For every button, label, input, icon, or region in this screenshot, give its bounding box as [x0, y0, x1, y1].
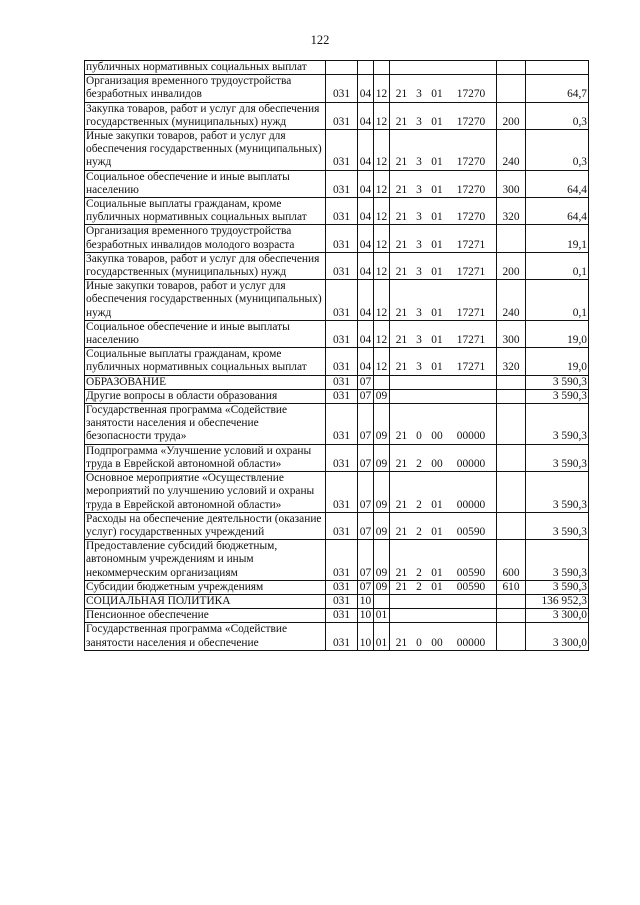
row-cs-part: 00	[431, 457, 443, 470]
row-vr-cell	[497, 472, 526, 513]
row-pr-cell	[374, 375, 390, 389]
table-row	[85, 61, 589, 75]
row-cs-part: 00000	[456, 457, 486, 470]
row-pr-cell: 09	[374, 580, 390, 594]
row-cs-part: 00	[431, 636, 443, 649]
table-row	[85, 348, 589, 375]
row-cs-part: 01	[431, 334, 443, 347]
row-name-cell: Субсидии бюджетным учреждениям	[85, 580, 326, 594]
row-cs-cell	[390, 170, 497, 197]
row-cs-cell	[390, 512, 497, 539]
row-sum-cell: 3 590,3	[526, 444, 589, 471]
row-cs-part: 01	[431, 183, 443, 196]
row-name-cell: Предоставление субсидий бюджетным, автономным учреждениям и иным некоммерческим организациям	[85, 540, 326, 581]
row-vr-cell	[497, 623, 526, 650]
table-row	[85, 623, 589, 650]
row-sum-cell: 19,0	[526, 348, 589, 375]
table-row	[85, 280, 589, 321]
row-cs-cell	[390, 404, 497, 445]
row-gr-cell: 031	[326, 580, 358, 594]
row-pr-cell: 09	[374, 389, 390, 403]
row-cs-part: 0	[416, 636, 422, 649]
row-gr-cell: 031	[326, 130, 358, 171]
row-cs-part: 21	[395, 334, 408, 347]
table-row	[85, 225, 589, 252]
row-vr-cell	[497, 444, 526, 471]
table-body	[85, 61, 589, 651]
row-cs-part: 2	[416, 580, 422, 593]
row-pr-cell: 12	[374, 280, 390, 321]
row-pr-cell: 09	[374, 404, 390, 445]
row-pr-cell: 12	[374, 102, 390, 129]
row-gr-cell: 031	[326, 102, 358, 129]
row-rz-cell: 04	[358, 75, 374, 102]
table-row	[85, 609, 589, 623]
row-sum-cell: 3 590,3	[526, 472, 589, 513]
row-cs-part: 21	[395, 88, 408, 101]
row-cs-part: 3	[416, 334, 422, 347]
row-pr-cell: 12	[374, 170, 390, 197]
row-gr-cell: 031	[326, 609, 358, 623]
row-gr-cell: 031	[326, 320, 358, 347]
row-cs-part: 17271	[456, 266, 486, 279]
row-vr-cell	[497, 594, 526, 608]
row-rz-cell: 04	[358, 130, 374, 171]
row-pr-cell: 12	[374, 348, 390, 375]
row-cs-cell	[390, 320, 497, 347]
row-cs-part: 17271	[456, 238, 486, 251]
row-sum-cell: 3 590,3	[526, 375, 589, 389]
row-pr-cell	[374, 594, 390, 608]
row-vr-cell	[497, 75, 526, 102]
row-cs-part: 21	[395, 156, 408, 169]
table-row	[85, 404, 589, 445]
row-pr-cell: 12	[374, 252, 390, 279]
row-name-cell: Государственная программа «Содействие занятости населения и обеспечение	[85, 623, 326, 650]
row-name-cell: Расходы на обеспечение деятельности (оказание услуг) государственных учреждений	[85, 512, 326, 539]
row-cs-part: 00	[431, 430, 443, 443]
row-cs-part: 01	[431, 306, 443, 319]
row-vr-cell: 300	[497, 170, 526, 197]
row-cs-part: 21	[395, 361, 408, 374]
row-rz-cell: 10	[358, 594, 374, 608]
table-row	[85, 75, 589, 102]
row-vr-cell	[497, 389, 526, 403]
row-cs-part: 17270	[456, 115, 486, 128]
table-row	[85, 375, 589, 389]
row-gr-cell	[326, 61, 358, 75]
row-pr-cell: 12	[374, 198, 390, 225]
row-vr-cell: 610	[497, 580, 526, 594]
row-pr-cell: 01	[374, 609, 390, 623]
row-sum-cell	[526, 61, 589, 75]
row-rz-cell: 07	[358, 472, 374, 513]
row-rz-cell	[358, 61, 374, 75]
row-cs-part: 21	[395, 211, 408, 224]
row-sum-cell: 3 590,3	[526, 540, 589, 581]
row-gr-cell: 031	[326, 623, 358, 650]
row-cs-cell	[390, 252, 497, 279]
row-cs-part: 01	[431, 238, 443, 251]
row-cs-cell	[390, 225, 497, 252]
row-cs-part: 01	[431, 498, 443, 511]
row-sum-cell: 3 590,3	[526, 404, 589, 445]
row-sum-cell: 3 590,3	[526, 389, 589, 403]
row-name-cell: Закупка товаров, работ и услуг для обеспечения государственных (муниципальных) нужд	[85, 252, 326, 279]
row-cs-part: 3	[416, 361, 422, 374]
table-row	[85, 252, 589, 279]
row-sum-cell: 64,7	[526, 75, 589, 102]
row-cs-part: 3	[416, 156, 422, 169]
row-gr-cell: 031	[326, 348, 358, 375]
row-cs-cell	[390, 472, 497, 513]
row-cs-part: 00590	[456, 566, 486, 579]
table-row	[85, 472, 589, 513]
row-vr-cell	[497, 609, 526, 623]
table-row	[85, 580, 589, 594]
row-gr-cell: 031	[326, 252, 358, 279]
row-cs-part: 01	[431, 88, 443, 101]
row-rz-cell: 04	[358, 102, 374, 129]
row-rz-cell: 07	[358, 540, 374, 581]
row-cs-part: 00590	[456, 525, 486, 538]
row-vr-cell: 320	[497, 198, 526, 225]
row-cs-part: 21	[395, 498, 408, 511]
row-gr-cell: 031	[326, 444, 358, 471]
row-cs-cell	[390, 130, 497, 171]
row-gr-cell: 031	[326, 404, 358, 445]
row-pr-cell	[374, 61, 390, 75]
row-vr-cell	[497, 512, 526, 539]
row-sum-cell: 64,4	[526, 198, 589, 225]
row-cs-cell	[390, 609, 497, 623]
page-number: 122	[310, 33, 330, 47]
row-cs-part: 2	[416, 457, 422, 470]
row-cs-part: 01	[431, 566, 443, 579]
row-cs-part: 00000	[456, 498, 486, 511]
row-cs-part: 2	[416, 525, 422, 538]
row-rz-cell: 04	[358, 252, 374, 279]
table-row	[85, 594, 589, 608]
row-cs-part: 01	[431, 211, 443, 224]
row-cs-part: 3	[416, 238, 422, 251]
row-cs-part: 21	[395, 238, 408, 251]
row-rz-cell: 10	[358, 609, 374, 623]
row-cs-part: 01	[431, 361, 443, 374]
row-cs-cell	[390, 375, 497, 389]
row-sum-cell: 3 300,0	[526, 609, 589, 623]
table-row	[85, 540, 589, 581]
row-cs-part: 3	[416, 306, 422, 319]
row-name-cell: Иные закупки товаров, работ и услуг для обеспечения государственных (муниципальных) нужд	[85, 130, 326, 171]
row-cs-part: 17270	[456, 156, 486, 169]
row-cs-part: 2	[416, 498, 422, 511]
row-cs-cell	[390, 61, 497, 75]
row-name-cell: Пенсионное обеспечение	[85, 609, 326, 623]
row-pr-cell: 09	[374, 512, 390, 539]
row-sum-cell: 3 590,3	[526, 580, 589, 594]
row-pr-cell: 12	[374, 225, 390, 252]
row-gr-cell: 031	[326, 512, 358, 539]
row-cs-part: 0	[416, 430, 422, 443]
row-cs-part: 00590	[456, 580, 486, 593]
row-rz-cell: 07	[358, 389, 374, 403]
row-sum-cell: 136 952,3	[526, 594, 589, 608]
row-name-cell: Закупка товаров, работ и услуг для обеспечения государственных (муниципальных) нужд	[85, 102, 326, 129]
table-row	[85, 102, 589, 129]
row-cs-cell	[390, 623, 497, 650]
row-sum-cell: 64,4	[526, 170, 589, 197]
row-cs-part: 21	[395, 430, 408, 443]
row-cs-cell	[390, 389, 497, 403]
row-gr-cell: 031	[326, 198, 358, 225]
row-name-cell: Другие вопросы в области образования	[85, 389, 326, 403]
row-name-cell: Организация временного трудоустройства безработных инвалидов	[85, 75, 326, 102]
row-rz-cell: 07	[358, 512, 374, 539]
row-cs-part: 3	[416, 266, 422, 279]
row-rz-cell: 04	[358, 225, 374, 252]
row-vr-cell	[497, 404, 526, 445]
row-sum-cell: 0,3	[526, 102, 589, 129]
row-cs-part: 21	[395, 183, 408, 196]
table-row	[85, 198, 589, 225]
table-row	[85, 170, 589, 197]
row-cs-part: 17270	[456, 211, 486, 224]
row-cs-part: 17271	[456, 334, 486, 347]
row-rz-cell: 04	[358, 348, 374, 375]
row-cs-cell	[390, 280, 497, 321]
table-row	[85, 444, 589, 471]
row-rz-cell: 04	[358, 280, 374, 321]
row-rz-cell: 07	[358, 404, 374, 445]
row-vr-cell: 200	[497, 252, 526, 279]
row-cs-cell	[390, 75, 497, 102]
row-cs-part: 01	[431, 580, 443, 593]
row-cs-part: 3	[416, 88, 422, 101]
row-gr-cell: 031	[326, 389, 358, 403]
row-cs-part: 21	[395, 580, 408, 593]
row-sum-cell: 0,1	[526, 252, 589, 279]
row-cs-part: 01	[431, 525, 443, 538]
row-rz-cell: 07	[358, 580, 374, 594]
row-cs-part: 01	[431, 266, 443, 279]
row-name-cell: Иные закупки товаров, работ и услуг для обеспечения государственных (муниципальных) нужд	[85, 280, 326, 321]
row-cs-cell	[390, 444, 497, 471]
row-rz-cell: 04	[358, 170, 374, 197]
row-name-cell: Социальное обеспечение и иные выплаты населению	[85, 320, 326, 347]
row-cs-part: 17271	[456, 361, 486, 374]
row-gr-cell: 031	[326, 225, 358, 252]
row-rz-cell: 07	[358, 444, 374, 471]
row-gr-cell: 031	[326, 170, 358, 197]
row-sum-cell: 0,1	[526, 280, 589, 321]
row-vr-cell: 200	[497, 102, 526, 129]
row-cs-part: 21	[395, 566, 408, 579]
row-cs-part: 17270	[456, 88, 486, 101]
row-rz-cell: 04	[358, 320, 374, 347]
row-cs-part: 21	[395, 636, 408, 649]
row-cs-part: 21	[395, 525, 408, 538]
row-sum-cell: 3 300,0	[526, 623, 589, 650]
row-sum-cell: 19,1	[526, 225, 589, 252]
row-pr-cell: 12	[374, 75, 390, 102]
row-cs-part: 17271	[456, 306, 486, 319]
row-cs-part: 21	[395, 115, 408, 128]
row-cs-part: 01	[431, 115, 443, 128]
row-cs-cell	[390, 540, 497, 581]
row-cs-part: 21	[395, 457, 408, 470]
row-gr-cell: 031	[326, 540, 358, 581]
row-gr-cell: 031	[326, 75, 358, 102]
row-pr-cell: 12	[374, 130, 390, 171]
row-vr-cell: 600	[497, 540, 526, 581]
row-vr-cell: 240	[497, 130, 526, 171]
row-pr-cell: 09	[374, 472, 390, 513]
row-cs-part: 3	[416, 183, 422, 196]
row-cs-part: 21	[395, 306, 408, 319]
row-gr-cell: 031	[326, 375, 358, 389]
row-pr-cell: 09	[374, 540, 390, 581]
row-gr-cell: 031	[326, 472, 358, 513]
row-pr-cell: 09	[374, 444, 390, 471]
row-rz-cell: 04	[358, 198, 374, 225]
row-cs-part: 00000	[456, 636, 486, 649]
row-name-cell: Подпрограмма «Улучшение условий и охраны труда в Еврейской автономной области»	[85, 444, 326, 471]
row-cs-part: 21	[395, 266, 408, 279]
row-name-cell: Организация временного трудоустройства безработных инвалидов молодого возраста	[85, 225, 326, 252]
row-name-cell: Социальное обеспечение и иные выплаты населению	[85, 170, 326, 197]
table-row	[85, 320, 589, 347]
table-row	[85, 512, 589, 539]
row-sum-cell: 0,3	[526, 130, 589, 171]
row-name-cell: СОЦИАЛЬНАЯ ПОЛИТИКА	[85, 594, 326, 608]
row-vr-cell	[497, 61, 526, 75]
row-vr-cell: 320	[497, 348, 526, 375]
row-cs-part: 3	[416, 115, 422, 128]
row-pr-cell: 12	[374, 320, 390, 347]
row-pr-cell: 01	[374, 623, 390, 650]
table-row	[85, 130, 589, 171]
row-name-cell: ОБРАЗОВАНИЕ	[85, 375, 326, 389]
row-cs-cell	[390, 348, 497, 375]
row-cs-cell	[390, 594, 497, 608]
row-cs-part: 00000	[456, 430, 486, 443]
row-gr-cell: 031	[326, 280, 358, 321]
row-rz-cell: 10	[358, 623, 374, 650]
row-vr-cell: 240	[497, 280, 526, 321]
row-gr-cell: 031	[326, 594, 358, 608]
row-cs-part: 17270	[456, 183, 486, 196]
row-sum-cell: 3 590,3	[526, 512, 589, 539]
row-cs-cell	[390, 580, 497, 594]
row-name-cell: Социальные выплаты гражданам, кроме публичных нормативных социальных выплат	[85, 348, 326, 375]
row-cs-part: 01	[431, 156, 443, 169]
row-rz-cell: 07	[358, 375, 374, 389]
row-cs-cell	[390, 198, 497, 225]
row-name-cell: Государственная программа «Содействие занятости населения и обеспечение безопасности труда»	[85, 404, 326, 445]
row-vr-cell	[497, 225, 526, 252]
budget-table	[84, 60, 589, 651]
row-vr-cell: 300	[497, 320, 526, 347]
row-cs-cell	[390, 102, 497, 129]
table-row	[85, 389, 589, 403]
row-name-cell: Социальные выплаты гражданам, кроме публичных нормативных социальных выплат	[85, 198, 326, 225]
row-cs-part: 3	[416, 211, 422, 224]
row-cs-part: 2	[416, 566, 422, 579]
row-name-cell: Основное мероприятие «Осуществление мероприятий по улучшению условий и охраны труда в Еврейской автономной области»	[85, 472, 326, 513]
row-sum-cell: 19,0	[526, 320, 589, 347]
row-name-cell: публичных нормативных социальных выплат	[85, 61, 326, 75]
row-vr-cell	[497, 375, 526, 389]
